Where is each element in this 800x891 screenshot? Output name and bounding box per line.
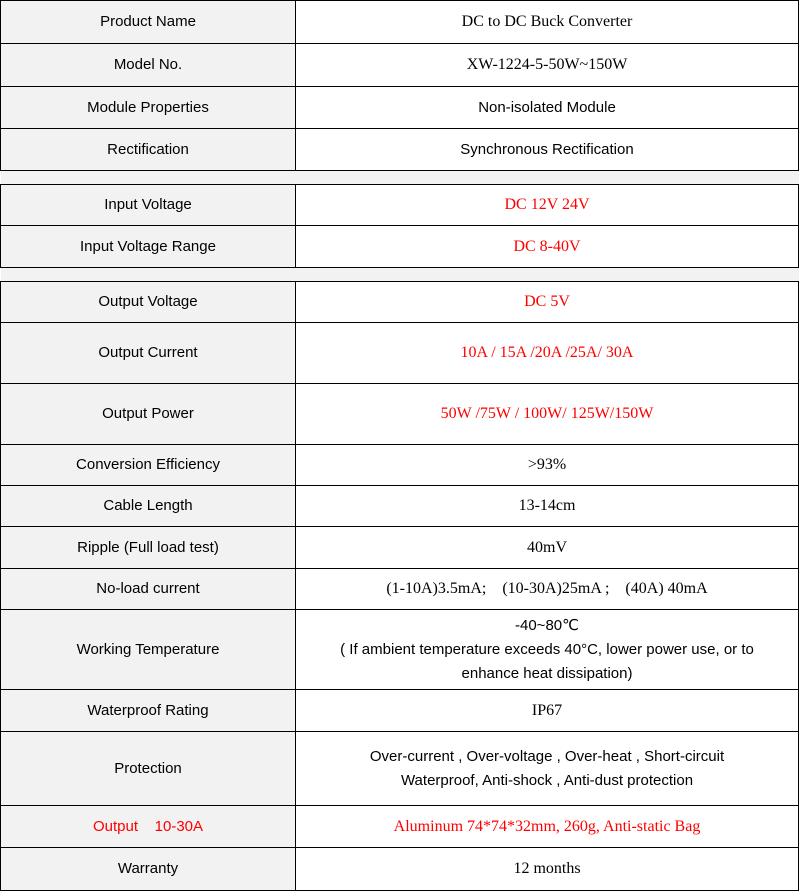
output-voltage-label: Output Voltage [1, 282, 296, 323]
table-row [1, 569, 799, 610]
warranty-value: 12 months [296, 848, 799, 891]
working-temperature-label: Working Temperature [1, 610, 296, 690]
ripple-value: 40mV [296, 527, 799, 569]
input-voltage-range-value: DC 8-40V [296, 226, 799, 268]
warranty-label: Warranty [1, 848, 296, 891]
table-row [1, 1, 799, 44]
output-package-label: Output 10-30A [1, 806, 296, 848]
table-row [1, 848, 799, 891]
table-row [1, 185, 799, 226]
input-voltage-label: Input Voltage [1, 185, 296, 226]
working-temperature-line-2: ( If ambient temperature exceeds 40°C, lower power use, or to [340, 640, 754, 658]
model-no-label: Model No. [1, 44, 296, 87]
conversion-efficiency-value: >93% [296, 445, 799, 486]
section-divider [1, 171, 799, 185]
rectification-label: Rectification [1, 129, 296, 171]
no-load-current-value: (1-10A)3.5mA; (10-30A)25mA ; (40A) 40mA [296, 569, 799, 610]
ripple-label: Ripple (Full load test) [1, 527, 296, 569]
protection-line-2: Waterproof, Anti-shock , Anti-dust protection [400, 771, 694, 789]
table-row [1, 445, 799, 486]
table-row [1, 732, 799, 806]
table-row [1, 384, 799, 445]
table-row [1, 44, 799, 87]
output-current-label: Output Current [1, 323, 296, 384]
input-voltage-value: DC 12V 24V [296, 185, 799, 226]
product-name-value: DC to DC Buck Converter [296, 1, 799, 44]
table-row [1, 87, 799, 129]
table-row [1, 610, 799, 690]
table-row [1, 690, 799, 732]
waterproof-rating-value: IP67 [296, 690, 799, 732]
model-no-value: XW-1224-5-50W~150W [296, 44, 799, 87]
output-voltage-value: DC 5V [296, 282, 799, 323]
rectification-value: Synchronous Rectification [296, 129, 799, 171]
cable-length-label: Cable Length [1, 486, 296, 527]
output-current-value: 10A / 15A /20A /25A/ 30A [296, 323, 799, 384]
no-load-current-label: No-load current [1, 569, 296, 610]
module-properties-value: Non-isolated Module [296, 87, 799, 129]
output-power-value: 50W /75W / 100W/ 125W/150W [296, 384, 799, 445]
table-row [1, 226, 799, 268]
cable-length-value: 13-14cm [296, 486, 799, 527]
table-row [1, 129, 799, 171]
working-temperature-value [296, 610, 799, 690]
working-temperature-line-3: enhance heat dissipation) [461, 664, 633, 682]
product-name-label: Product Name [1, 1, 296, 44]
module-properties-label: Module Properties [1, 87, 296, 129]
conversion-efficiency-label: Conversion Efficiency [1, 445, 296, 486]
table-row [1, 282, 799, 323]
section-divider [1, 268, 799, 282]
waterproof-rating-label: Waterproof Rating [1, 690, 296, 732]
output-package-value: Aluminum 74*74*32mm, 260g, Anti-static Bag [296, 806, 799, 848]
protection-label: Protection [1, 732, 296, 806]
output-power-label: Output Power [1, 384, 296, 445]
table-row [1, 486, 799, 527]
working-temperature-line-1: -40~80℃ [515, 616, 579, 634]
input-voltage-range-label: Input Voltage Range [1, 226, 296, 268]
table-row [1, 806, 799, 848]
table-row [1, 323, 799, 384]
table-row [1, 527, 799, 569]
protection-line-1: Over-current , Over-voltage , Over-heat , Short-circuit [369, 747, 725, 765]
protection-value [296, 732, 799, 806]
